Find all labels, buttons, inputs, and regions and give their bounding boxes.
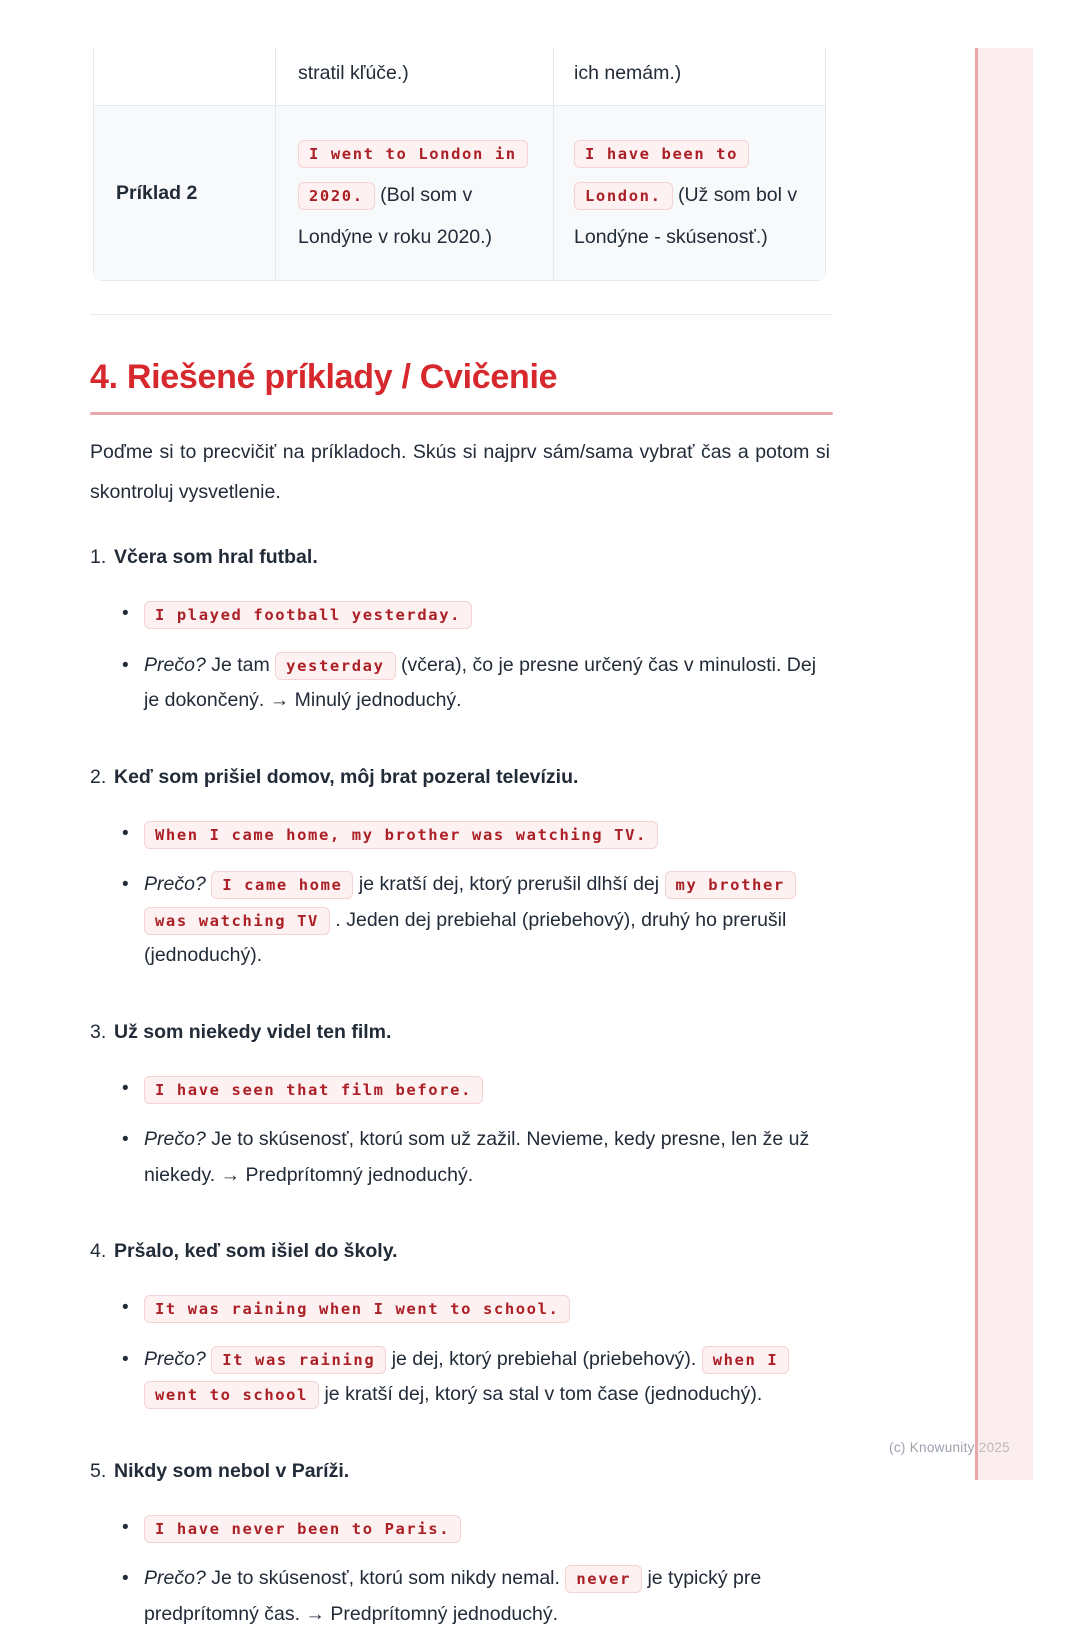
exercise-item [90, 1017, 835, 1194]
exercise-title: Keď som prišiel domov, môj brat pozeral televíziu. [114, 762, 820, 792]
explanation-bullet [114, 867, 820, 974]
table-cell: ich nemám.) [554, 48, 825, 105]
answer-bullet [114, 816, 820, 853]
table-cell-label [94, 48, 276, 105]
explanation-bullet [114, 1561, 820, 1632]
answer-bullet [114, 1510, 820, 1547]
explanation-text [144, 867, 820, 974]
code-chip: I have seen that film before. [144, 1076, 483, 1104]
exercise-title: Včera som hral futbal. [114, 542, 820, 572]
text-segment: je kratší dej, ktorý sa stal v tom čase (jednoduchý). [324, 1383, 762, 1405]
text-segment: je typický pre predprítomný čas. → Predprítomný jednoduchý. [144, 1567, 761, 1625]
bullet-dot: • [114, 1122, 144, 1193]
text-segment: (včera), čo je presne určený čas v minulosti. Dej je dokončený. → Minulý jednoduchý. [144, 654, 816, 712]
code-chip: I have never been to Paris. [144, 1515, 461, 1543]
text-segment: Je tam [211, 654, 275, 676]
answer-sentence [144, 596, 820, 633]
bullet-dot: • [114, 1071, 144, 1108]
explanation-text [144, 648, 820, 719]
code-chip: When I came home, my brother was watching TV. [144, 821, 658, 849]
watermark: (c) Knowunity 2025 [889, 1440, 1010, 1455]
code-chip: I have been to London. [574, 140, 749, 210]
answer-bullet [114, 1290, 820, 1327]
answer-sentence [144, 816, 820, 853]
explanation-bullet [114, 1122, 820, 1193]
page-edge-highlight-bar [975, 48, 1033, 1480]
code-chip: never [565, 1565, 642, 1593]
exercise-title: Už som niekedy videl ten film. [114, 1017, 820, 1047]
bullet-dot: • [114, 648, 144, 719]
exercise-item [90, 1456, 835, 1632]
explanation-text [144, 1122, 820, 1193]
code-chip: when I went to school [144, 1346, 789, 1410]
code-chip: my brother was watching TV [144, 871, 796, 935]
italic-segment: Prečo? [144, 1128, 206, 1150]
exercise-list [90, 542, 835, 1632]
section-heading: 4. Riešené príklady / Cvičenie [90, 357, 835, 397]
table-row [94, 48, 825, 105]
exercise-number: 4. [90, 1236, 114, 1413]
table-row [94, 105, 825, 280]
answer-sentence [144, 1071, 820, 1108]
italic-segment: Prečo? [144, 1567, 206, 1589]
text-segment: je kratší dej, ktorý prerušil dlhší dej [359, 873, 665, 895]
italic-segment: Prečo? [144, 873, 206, 895]
table-cell [554, 106, 825, 280]
code-chip: I played football yesterday. [144, 601, 472, 629]
exercise-title: Nikdy som nebol v Paríži. [114, 1456, 820, 1486]
bullet-dot: • [114, 867, 144, 974]
section-divider [90, 314, 833, 315]
bullet-dot: • [114, 1561, 144, 1632]
text-segment: Je to skúsenosť, ktorú som nikdy nemal. [211, 1567, 565, 1589]
tense-comparison-table [93, 48, 826, 281]
table-cell [276, 106, 554, 280]
bullet-dot: • [114, 1342, 144, 1413]
exercise-number: 1. [90, 542, 114, 719]
text-segment: (Bol som v Londýne v roku 2020.) [298, 184, 492, 248]
answer-sentence [144, 1290, 820, 1327]
answer-bullet [114, 596, 820, 633]
intro-paragraph: Poďme si to precvičiť na príkladoch. Skús si najprv sám/sama vybrať čas a potom si skontroluj vysvetlenie. [90, 432, 830, 512]
table-cell: stratil kľúče.) [276, 48, 554, 105]
text-segment: Je to skúsenosť, ktorú som už zažil. Nevieme, kedy presne, len že už niekedy. → Predprítomný jednoduchý. [144, 1128, 809, 1186]
code-chip: It was raining when I went to school. [144, 1295, 570, 1323]
exercise-title: Pršalo, keď som išiel do školy. [114, 1236, 820, 1266]
exercise-item [90, 1236, 835, 1413]
text-segment: (Už som bol v Londýne - skúsenosť.) [574, 184, 797, 248]
code-chip: It was raining [211, 1346, 386, 1374]
heading-underline [90, 412, 833, 415]
table-cell-label: Príklad 2 [94, 106, 276, 280]
exercise-number: 2. [90, 762, 114, 974]
code-chip: yesterday [275, 652, 395, 680]
explanation-bullet [114, 648, 820, 719]
answer-bullet [114, 1071, 820, 1108]
exercise-item [90, 762, 835, 974]
italic-segment: Prečo? [144, 1348, 206, 1370]
code-chip: I came home [211, 871, 353, 899]
answer-sentence [144, 1510, 820, 1547]
exercise-item [90, 542, 835, 719]
bullet-dot: • [114, 816, 144, 853]
exercise-number: 3. [90, 1017, 114, 1194]
bullet-dot: • [114, 596, 144, 633]
text-segment: . Jeden dej prebiehal (priebehový), druhý ho prerušil (jednoduchý). [144, 909, 786, 967]
explanation-text [144, 1561, 820, 1632]
bullet-dot: • [114, 1290, 144, 1327]
bullet-dot: • [114, 1510, 144, 1547]
exercise-number: 5. [90, 1456, 114, 1632]
explanation-bullet [114, 1342, 820, 1413]
code-chip: I went to London in 2020. [298, 140, 528, 210]
italic-segment: Prečo? [144, 654, 206, 676]
page-content [90, 0, 835, 1632]
text-segment: je dej, ktorý prebiehal (priebehový). [392, 1348, 702, 1370]
explanation-text [144, 1342, 820, 1413]
